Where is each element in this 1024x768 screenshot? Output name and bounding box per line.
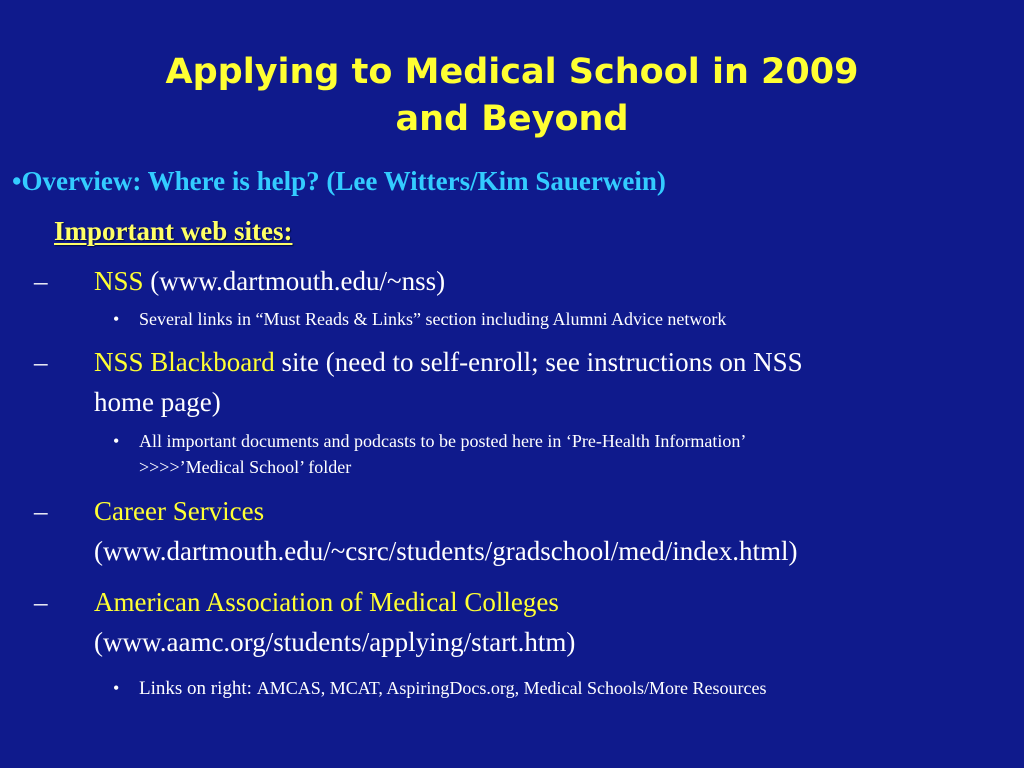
- slide-title: [40, 49, 984, 143]
- title-line-1: Applying to Medical School in 2009: [165, 52, 859, 92]
- aamc-sub-links: AMCAS, MCAT, AspiringDocs.org, Medical Schools/More Resources: [256, 678, 767, 698]
- aamc-sub-lead: Links on right:: [139, 678, 257, 699]
- dash-marker: –: [34, 587, 48, 617]
- career-services-link[interactable]: Career Services: [94, 496, 265, 526]
- overview-text: Overview: Where is help? (Lee Witters/Kim Sauerwein): [21, 166, 666, 196]
- dash-marker: –: [34, 266, 48, 296]
- dash-marker: –: [34, 347, 48, 377]
- overview-bullet: •: [12, 166, 22, 196]
- aamc-subitem: [139, 676, 767, 701]
- overview-line: [12, 164, 666, 198]
- list-item-blackboard-line-1: [94, 345, 803, 380]
- list-item-nss: [94, 264, 445, 299]
- important-sites-heading: Important web sites:: [54, 216, 293, 246]
- nss-link[interactable]: NSS: [94, 266, 144, 296]
- sub-bullet: •: [113, 678, 120, 698]
- sub-bullet: •: [113, 431, 120, 451]
- blackboard-desc: site (need to self-enroll; see instructions on NSS: [274, 347, 803, 377]
- blackboard-link[interactable]: NSS Blackboard: [94, 347, 275, 377]
- dash-marker: –: [34, 496, 48, 526]
- sub-bullet: •: [113, 309, 120, 329]
- title-line-2: and Beyond: [395, 99, 629, 139]
- list-item-blackboard-line-2: home page): [94, 387, 221, 417]
- aamc-link[interactable]: American Association of Medical Colleges: [94, 587, 559, 617]
- blackboard-subitem-line-2: >>>>’Medical School’ folder: [139, 457, 352, 477]
- aamc-url: (www.aamc.org/students/applying/start.htm): [94, 627, 576, 657]
- blackboard-subitem-line-1: All important documents and podcasts to be posted here in ‘Pre-Health Information’: [139, 431, 747, 451]
- career-services-url: (www.dartmouth.edu/~csrc/students/gradschool/med/index.html): [94, 536, 798, 566]
- nss-subitem: Several links in “Must Reads & Links” section including Alumni Advice network: [139, 309, 727, 329]
- nss-url: (www.dartmouth.edu/~nss): [143, 266, 446, 296]
